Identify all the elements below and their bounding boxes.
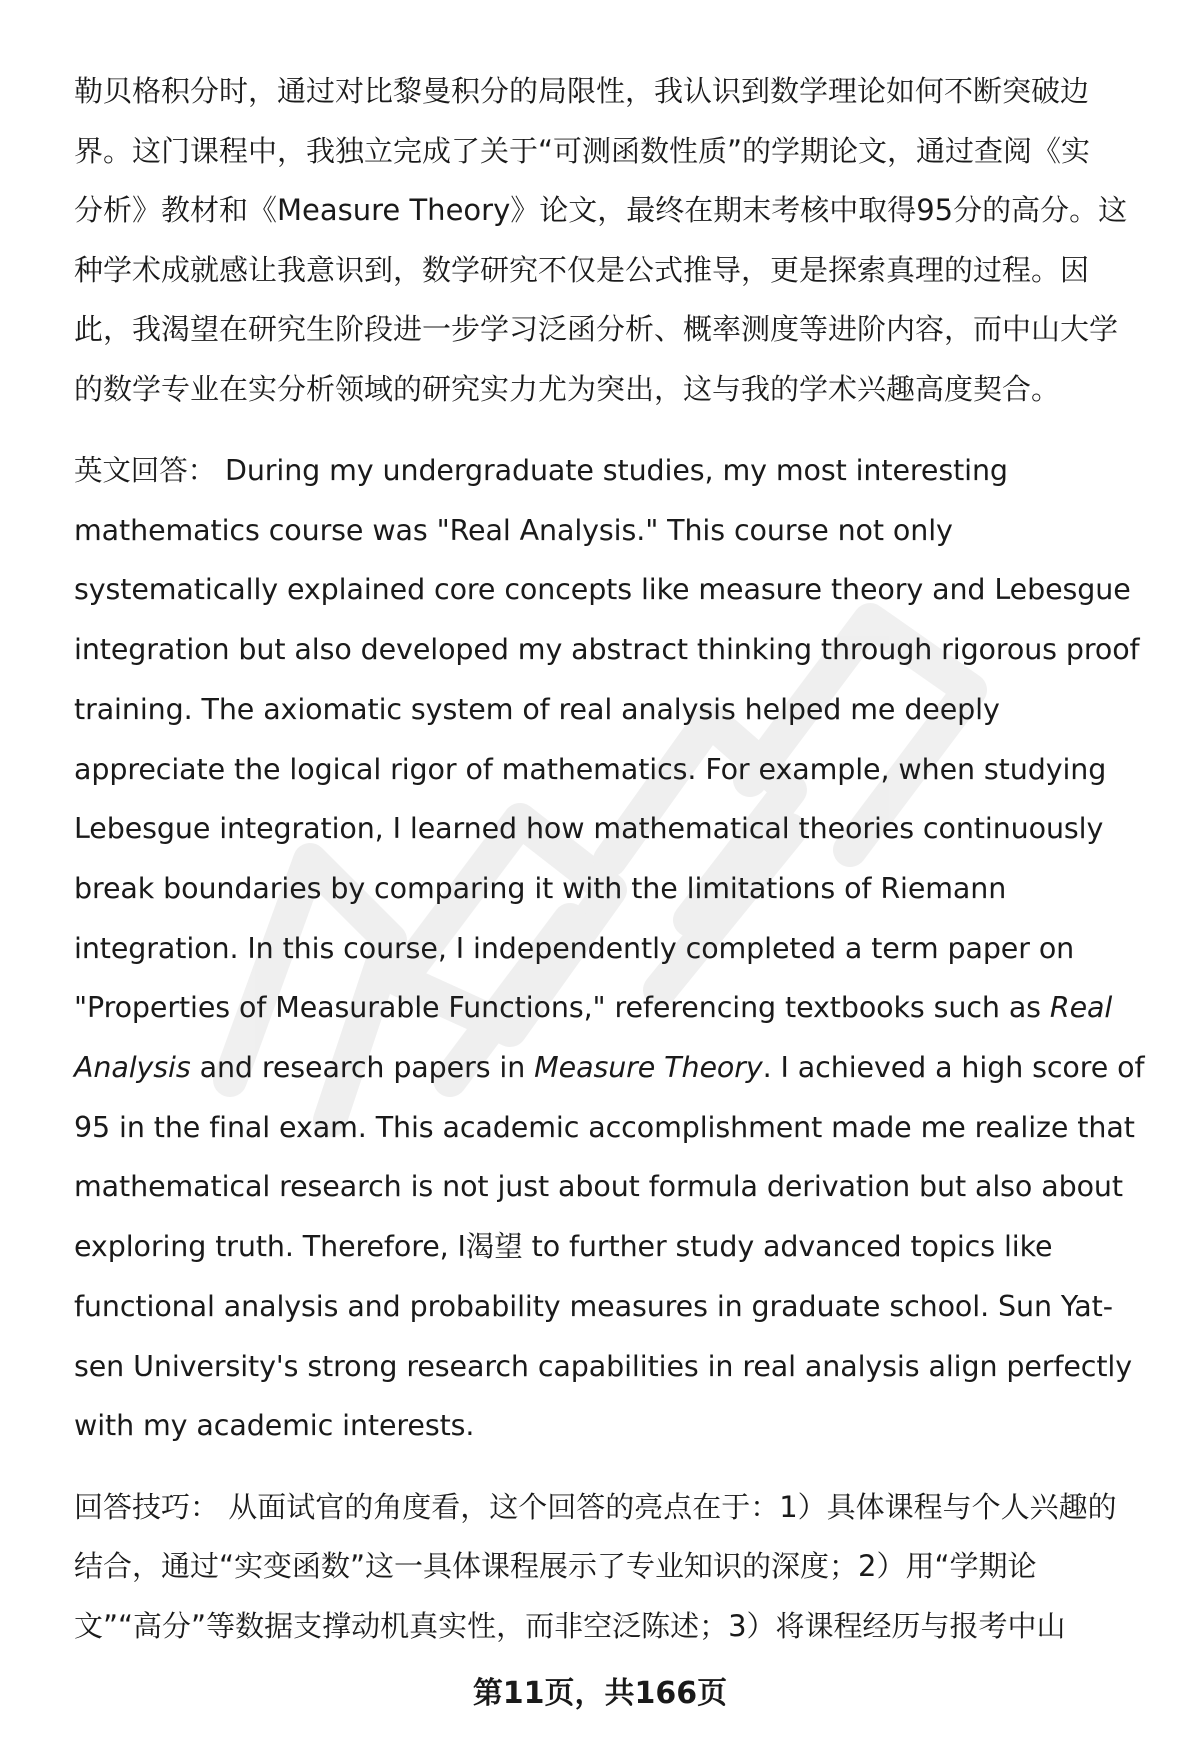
main-content: [74, 62, 1154, 1656]
answer-tips-label: 回答技巧：: [74, 1489, 220, 1524]
cn-line: 界。这门课程中，我独立完成了关于“可测函数性质”的学期论文，通过查阅《实: [74, 133, 1091, 168]
tips-line: 从面试官的角度看，这个回答的亮点在于：1）具体课程与个人兴趣的: [219, 1489, 1117, 1524]
english-answer-text: During my undergraduate studies, my most interesting mathematics course was "Real Analysis." This course not only systematically explained core concepts like measure theory and Lebesgue integration but also developed my abstract thinking through rigorous proof training. The axiomatic system of real analysis helped me deeply appreciate the logical rigor of mathematics. For example, when studying Lebesgue integration, I learned how mathematical theories continuously break boundaries by comparing it with the limitations of Riemann integration. In this course, I independently completed a term paper on "Properties of Measurable Functions," referencing textbooks such as: [74, 454, 1140, 1025]
tips-line: 文”“高分”等数据支撑动机真实性，而非空泛陈述；3）将课程经历与报考中山: [74, 1608, 1066, 1643]
cn-line: 此，我渴望在研究生阶段进一步学习泛函分析、概率测度等进阶内容，而中山大学: [74, 312, 1119, 346]
cn-line: 种学术成就感让我意识到，数学研究不仅是公式推导，更是探索真理的过程。因: [74, 252, 1090, 287]
cn-line: 勒贝格积分时，通过对比黎曼积分的局限性，我认识到数学理论如何不断突破边: [74, 74, 1090, 108]
page-number-footer: 第11页，共166页: [472, 1676, 728, 1711]
italic-book-title: Real Analysis: [74, 991, 1113, 1085]
answer-tips-paragraph: [74, 1478, 1154, 1657]
chinese-paragraph: [74, 62, 1154, 419]
italic-paper-title: Measure Theory: [534, 1051, 763, 1085]
cn-line: 分析》教材和《Measure Theory》论文，最终在期末考核中取得95分的高分。这: [74, 193, 1128, 227]
tips-line: 结合，通过“实变函数”这一具体课程展示了专业知识的深度；2）用“学期论: [74, 1549, 1037, 1584]
english-answer-text: and research papers in: [190, 1051, 535, 1085]
english-answer-text: . I achieved a high score of 95 in the final exam. This academic accomplishment made me realize that mathematical research is not just about formula derivation but also about exploring truth. Therefore, I渴望 to further study advanced topics like functional analysis and probability measures in graduate school. Sun Yat-sen University's strong research capabilities in real analysis align perfectly with my academic interests.: [74, 1051, 1145, 1443]
english-answer-label: 英文回答：: [74, 454, 217, 487]
cn-line: 的数学专业在实分析领域的研究实力尤为突出，这与我的学术兴趣高度契合。: [74, 371, 1061, 406]
english-answer-paragraph: [74, 441, 1154, 1456]
